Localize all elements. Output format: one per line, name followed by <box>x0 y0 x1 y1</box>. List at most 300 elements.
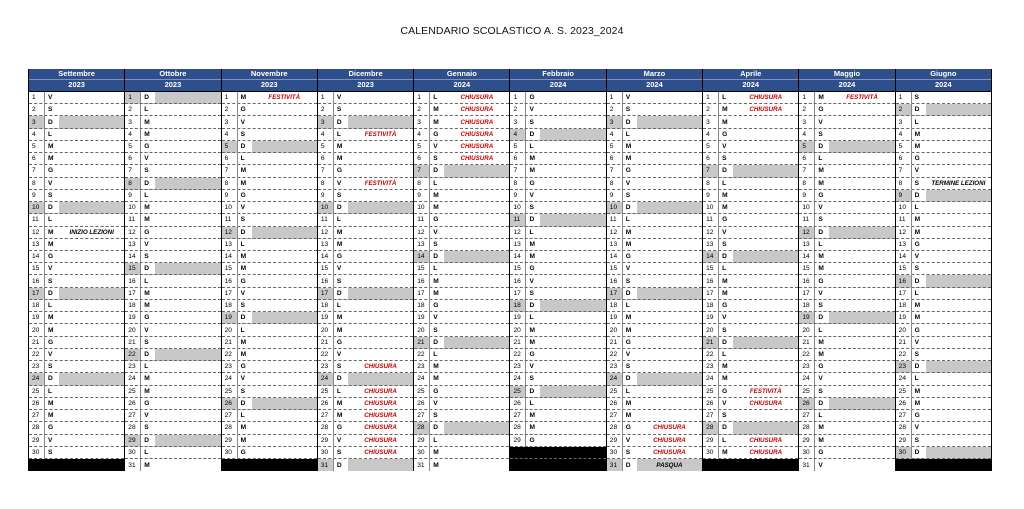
day-note <box>59 178 124 189</box>
day-note: CHIUSURA <box>364 387 397 395</box>
day-number: 31 <box>414 459 430 471</box>
weekday-letter: L <box>336 387 341 395</box>
day-number: 18 <box>414 300 430 311</box>
day-number: 9 <box>125 190 141 201</box>
day-note <box>155 263 220 274</box>
day-number: 9 <box>29 190 45 201</box>
day-row <box>896 410 991 422</box>
weekday-letter: L <box>48 216 53 224</box>
day-row <box>799 275 894 287</box>
day-note <box>540 386 605 397</box>
day-row <box>703 92 798 104</box>
day-note <box>829 386 894 397</box>
day-note <box>348 227 413 238</box>
day-row <box>703 422 798 434</box>
day-note <box>733 202 798 213</box>
day-row <box>29 251 124 263</box>
weekday-letter: L <box>625 130 630 138</box>
day-note <box>348 263 413 274</box>
day-number: 13 <box>318 239 334 250</box>
day-row <box>29 275 124 287</box>
day-number: 19 <box>510 312 526 323</box>
month-year: 2024 <box>414 79 509 90</box>
day-number: 7 <box>29 165 45 176</box>
day-note <box>926 165 991 176</box>
day-note <box>252 239 317 250</box>
day-note <box>637 361 702 372</box>
weekday-letter: V <box>240 118 245 126</box>
day-number: 12 <box>703 227 719 238</box>
day-note <box>155 239 220 250</box>
day-row <box>799 129 894 141</box>
day-row <box>896 178 991 190</box>
weekday-letter: M <box>818 179 824 187</box>
weekday-letter: G <box>336 253 343 261</box>
day-note <box>540 153 605 164</box>
day-row-empty <box>896 459 991 471</box>
day-number: 7 <box>222 165 238 176</box>
weekday-letter: D <box>719 165 733 176</box>
day-row <box>799 361 894 373</box>
day-row <box>125 227 220 239</box>
day-row <box>222 361 317 373</box>
day-note <box>59 435 124 446</box>
day-row <box>510 324 605 336</box>
weekday-letter: M <box>433 289 439 297</box>
day-row <box>29 178 124 190</box>
weekday-letter: S <box>722 240 727 248</box>
weekday-letter: D <box>526 129 540 140</box>
day-number: 28 <box>703 422 719 433</box>
day-note <box>540 312 605 323</box>
day-note <box>252 275 317 286</box>
day-number: 20 <box>607 324 623 335</box>
day-note <box>733 300 798 311</box>
weekday-letter: V <box>336 94 342 102</box>
day-row <box>607 337 702 349</box>
day-note <box>348 373 413 384</box>
day-note <box>59 300 124 311</box>
day-note <box>829 324 894 335</box>
day-row <box>414 104 509 116</box>
day-row <box>896 104 991 116</box>
day-note <box>252 263 317 274</box>
day-number: 13 <box>510 239 526 250</box>
day-number: 19 <box>799 312 815 323</box>
weekday-letter: L <box>529 228 534 236</box>
weekday-letter: M <box>818 436 824 444</box>
day-row <box>510 349 605 361</box>
day-number: 22 <box>318 349 334 360</box>
weekday-letter: S <box>818 387 823 395</box>
day-row <box>896 263 991 275</box>
day-note <box>637 251 702 262</box>
weekday-letter: V <box>48 179 53 187</box>
weekday-letter: M <box>433 363 439 371</box>
day-row <box>222 337 317 349</box>
day-row <box>607 324 702 336</box>
day-row <box>125 410 220 422</box>
day-row <box>125 178 220 190</box>
day-number: 28 <box>510 422 526 433</box>
day-note <box>637 349 702 360</box>
day-note <box>926 349 991 360</box>
day-number: 4 <box>125 129 141 140</box>
weekday-letter: L <box>144 277 149 285</box>
day-number: 15 <box>607 263 623 274</box>
weekday-letter: D <box>430 251 444 262</box>
month-name: Febbraio <box>542 69 574 79</box>
day-row <box>896 275 991 287</box>
weekday-letter: L <box>722 179 727 187</box>
day-note: FESTIVITÀ <box>268 94 301 102</box>
weekday-letter: S <box>336 448 342 456</box>
month-header <box>125 69 220 92</box>
day-row <box>607 288 702 300</box>
day-number: 3 <box>222 116 238 127</box>
day-number: 19 <box>414 312 430 323</box>
weekday-letter: M <box>529 253 535 261</box>
weekday-letter: G <box>336 424 343 432</box>
day-number: 12 <box>607 227 623 238</box>
day-row <box>896 300 991 312</box>
day-number: 27 <box>222 410 238 421</box>
day-number: 12 <box>799 227 815 238</box>
day-note <box>444 349 509 360</box>
day-note: CHIUSURA <box>364 399 397 407</box>
weekday-letter: S <box>48 106 53 114</box>
day-note <box>637 227 702 238</box>
day-number: 15 <box>414 263 430 274</box>
day-number: 17 <box>896 288 912 299</box>
day-number: 5 <box>607 141 623 152</box>
day-number: 15 <box>799 263 815 274</box>
day-number: 22 <box>607 349 623 360</box>
day-number: 18 <box>896 300 912 311</box>
day-note <box>155 337 220 348</box>
day-number: 4 <box>703 129 719 140</box>
day-note <box>926 288 991 299</box>
day-note <box>540 227 605 238</box>
day-row <box>607 214 702 226</box>
day-row <box>896 190 991 202</box>
day-row <box>29 300 124 312</box>
day-number: 15 <box>318 263 334 274</box>
month-name: Giugno <box>930 69 957 79</box>
day-note <box>444 202 509 213</box>
weekday-letter: M <box>722 191 728 199</box>
weekday-letter: S <box>529 375 534 383</box>
day-row <box>799 141 894 153</box>
day-row <box>29 337 124 349</box>
day-number: 15 <box>896 263 912 274</box>
day-note: CHIUSURA <box>460 94 494 102</box>
day-note <box>155 361 220 372</box>
month-header <box>222 69 317 92</box>
day-number: 23 <box>799 361 815 372</box>
day-number: 6 <box>703 153 719 164</box>
day-row <box>703 324 798 336</box>
day-row <box>607 386 702 398</box>
calendar-grid <box>28 69 992 471</box>
day-note <box>637 153 702 164</box>
day-note <box>252 300 317 311</box>
day-number: 14 <box>896 251 912 262</box>
day-row <box>222 190 317 202</box>
day-note <box>637 116 702 127</box>
day-row <box>607 410 702 422</box>
day-number: 2 <box>896 104 912 115</box>
weekday-letter: S <box>722 326 727 334</box>
weekday-letter: M <box>240 265 247 273</box>
day-number: 19 <box>222 312 238 323</box>
day-number: 6 <box>607 153 623 164</box>
day-number: 14 <box>607 251 623 262</box>
day-row <box>222 251 317 263</box>
month-name: Gennaio <box>446 69 477 79</box>
day-row <box>414 435 509 447</box>
day-row <box>414 300 509 312</box>
day-number: 26 <box>703 398 719 409</box>
day-number: 26 <box>318 398 334 409</box>
day-number: 26 <box>510 398 526 409</box>
weekday-letter: S <box>818 216 823 224</box>
day-note <box>540 251 605 262</box>
day-note <box>926 129 991 140</box>
weekday-letter: L <box>240 240 245 248</box>
day-row <box>510 275 605 287</box>
weekday-letter: L <box>625 302 630 310</box>
day-note <box>252 104 317 115</box>
weekday-letter: M <box>914 399 921 407</box>
weekday-letter: L <box>818 240 823 248</box>
day-note <box>637 165 702 176</box>
day-row <box>799 190 894 202</box>
day-row <box>896 373 991 385</box>
day-number: 27 <box>896 410 912 421</box>
day-number: 7 <box>799 165 815 176</box>
weekday-letter: D <box>141 435 155 446</box>
day-number: 13 <box>896 239 912 250</box>
day-row <box>896 153 991 165</box>
day-row <box>29 361 124 373</box>
weekday-letter: V <box>818 289 823 297</box>
weekday-letter: S <box>914 350 920 358</box>
day-note <box>540 239 605 250</box>
day-row <box>607 361 702 373</box>
day-number: 22 <box>896 349 912 360</box>
day-number: 22 <box>414 349 430 360</box>
weekday-letter: G <box>529 436 535 444</box>
day-note <box>540 300 605 311</box>
day-number: 6 <box>896 153 912 164</box>
month-year: 2024 <box>703 79 798 90</box>
day-row <box>510 165 605 177</box>
day-row <box>222 178 317 190</box>
month-column <box>222 69 318 471</box>
month-year: 2023 <box>125 79 220 90</box>
day-number: 21 <box>125 337 141 348</box>
day-note <box>348 337 413 348</box>
day-note <box>59 361 124 372</box>
weekday-letter: V <box>433 314 438 322</box>
day-number: 30 <box>607 447 623 458</box>
day-number: 3 <box>414 116 430 127</box>
day-number: 27 <box>125 410 141 421</box>
weekday-letter: G <box>144 228 150 236</box>
weekday-letter: D <box>623 373 637 384</box>
day-number: 17 <box>607 288 623 299</box>
day-number: 21 <box>896 337 912 348</box>
day-row <box>29 398 124 410</box>
day-row <box>318 129 413 141</box>
day-note <box>926 239 991 250</box>
weekday-letter: G <box>529 350 535 358</box>
day-row <box>318 410 413 422</box>
weekday-letter: L <box>433 350 438 358</box>
day-note <box>829 422 894 433</box>
weekday-letter: S <box>625 106 631 114</box>
day-note <box>733 373 798 384</box>
day-number: 24 <box>703 373 719 384</box>
day-note <box>444 275 509 286</box>
weekday-letter: L <box>48 387 53 395</box>
day-note <box>444 300 509 311</box>
day-row <box>414 214 509 226</box>
weekday-letter: G <box>722 302 728 310</box>
day-row <box>510 251 605 263</box>
weekday-letter: M <box>625 399 632 407</box>
day-note <box>540 165 605 176</box>
day-row-empty <box>510 459 605 471</box>
weekday-letter: S <box>818 130 823 138</box>
day-number: 13 <box>607 239 623 250</box>
day-note <box>155 116 220 127</box>
day-row <box>29 153 124 165</box>
weekday-letter: D <box>334 288 348 299</box>
day-number: 8 <box>896 178 912 189</box>
weekday-letter: D <box>912 361 926 372</box>
weekday-letter: S <box>240 387 245 395</box>
day-note <box>540 422 605 433</box>
weekday-letter: V <box>529 277 534 285</box>
day-row <box>125 361 220 373</box>
weekday-letter: G <box>818 363 824 371</box>
day-note <box>252 288 317 299</box>
weekday-letter: L <box>529 314 534 322</box>
day-row <box>799 386 894 398</box>
day-number: 1 <box>125 92 141 103</box>
weekday-letter: V <box>336 179 342 187</box>
day-number: 21 <box>510 337 526 348</box>
day-row <box>318 104 413 116</box>
day-note: CHIUSURA <box>364 448 397 456</box>
weekday-letter: G <box>914 412 920 420</box>
weekday-letter: G <box>625 424 631 432</box>
day-note <box>829 104 894 115</box>
weekday-letter: L <box>433 436 438 444</box>
weekday-letter: S <box>914 265 920 273</box>
day-note <box>926 275 991 286</box>
day-note <box>829 129 894 140</box>
day-note <box>155 373 220 384</box>
weekday-letter: D <box>238 312 252 323</box>
day-row <box>125 251 220 263</box>
day-row <box>799 178 894 190</box>
weekday-letter: L <box>818 155 823 163</box>
day-note <box>252 447 317 458</box>
day-note <box>733 410 798 421</box>
weekday-letter: M <box>240 253 247 261</box>
day-number: 22 <box>222 349 238 360</box>
day-number: 22 <box>29 349 45 360</box>
weekday-letter: M <box>818 253 824 261</box>
day-note <box>926 398 991 409</box>
day-row <box>703 275 798 287</box>
day-number: 8 <box>799 178 815 189</box>
day-note <box>733 288 798 299</box>
weekday-letter: M <box>914 302 921 310</box>
weekday-letter: M <box>144 204 150 212</box>
day-note: FESTIVITÀ <box>749 387 782 395</box>
day-note <box>540 141 605 152</box>
day-note <box>540 337 605 348</box>
day-note <box>926 386 991 397</box>
day-row <box>125 141 220 153</box>
day-row <box>125 459 220 471</box>
day-row <box>414 386 509 398</box>
weekday-letter: M <box>529 424 535 432</box>
day-note <box>348 288 413 299</box>
day-row-empty <box>510 447 605 459</box>
day-number: 29 <box>799 435 815 446</box>
day-row <box>222 263 317 275</box>
day-row <box>125 398 220 410</box>
day-number: 30 <box>222 447 238 458</box>
day-note <box>926 190 991 201</box>
day-number: 26 <box>414 398 430 409</box>
weekday-letter: V <box>433 143 438 150</box>
month-year: 2024 <box>896 79 991 90</box>
weekday-letter: L <box>48 302 53 310</box>
weekday-letter: G <box>818 191 824 199</box>
day-row <box>125 275 220 287</box>
day-row <box>799 398 894 410</box>
weekday-letter: L <box>144 448 149 456</box>
day-number: 4 <box>318 129 334 140</box>
weekday-letter: L <box>144 191 149 199</box>
month-name: Maggio <box>833 69 861 79</box>
day-note <box>155 398 220 409</box>
day-note <box>637 263 702 274</box>
day-note <box>59 337 124 348</box>
day-row <box>799 165 894 177</box>
weekday-letter: S <box>48 191 53 199</box>
day-row <box>607 190 702 202</box>
day-number: 10 <box>703 202 719 213</box>
day-row <box>510 422 605 434</box>
weekday-letter: L <box>336 302 341 310</box>
day-note <box>59 324 124 335</box>
day-number: 25 <box>607 386 623 397</box>
day-row <box>896 386 991 398</box>
day-note <box>926 141 991 152</box>
weekday-letter: M <box>529 167 535 175</box>
day-note <box>637 190 702 201</box>
weekday-letter: M <box>818 424 824 432</box>
weekday-letter: G <box>144 399 150 407</box>
day-note <box>252 129 317 140</box>
